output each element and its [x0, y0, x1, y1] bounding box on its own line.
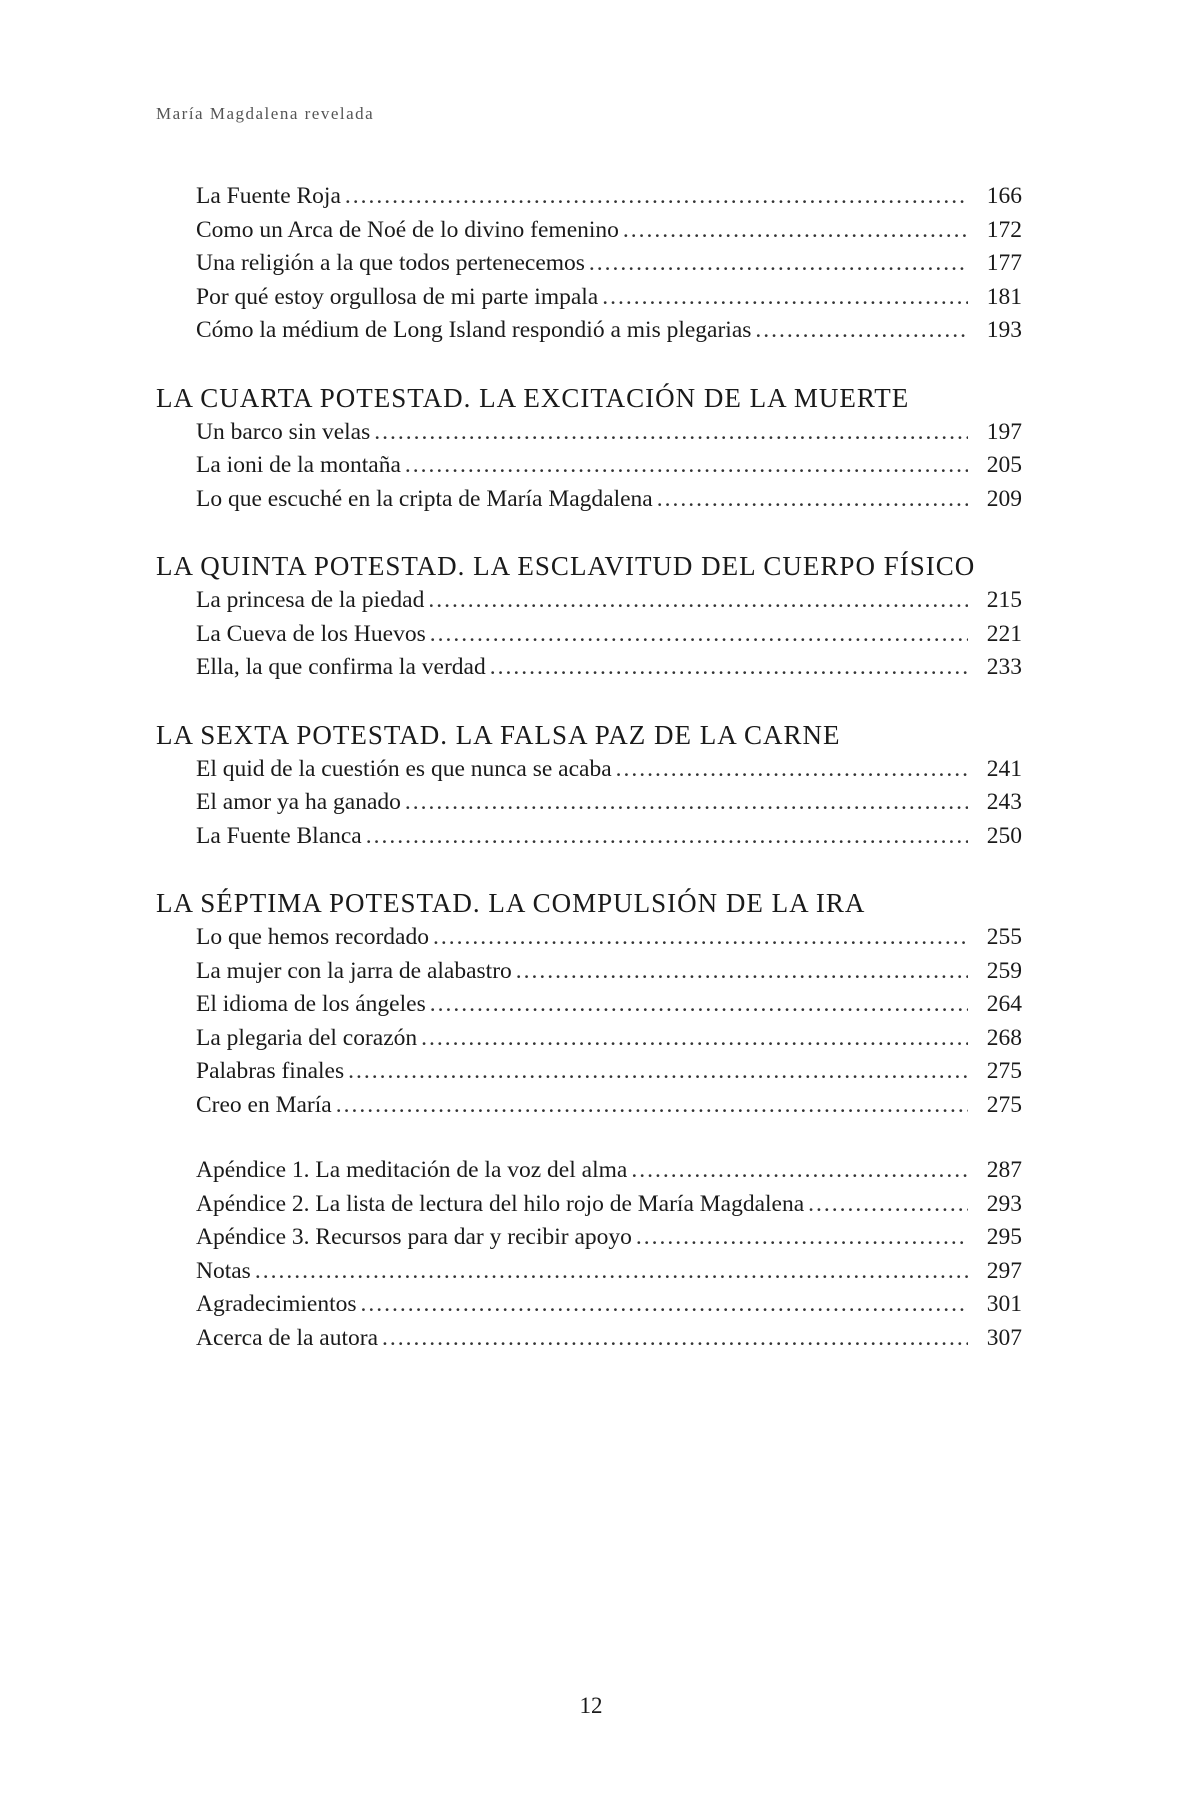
toc-entry [156, 651, 1022, 685]
dot-leader [433, 921, 968, 955]
entry-title: Un barco sin velas [196, 418, 371, 445]
entry-page: 275 [986, 1058, 1022, 1084]
dot-leader [405, 449, 968, 483]
entry-page: 301 [986, 1291, 1022, 1317]
entry-page: 193 [986, 317, 1022, 343]
entry-page: 293 [986, 1190, 1022, 1217]
toc-section [156, 380, 1022, 517]
entry-title: Apéndice 2. La lista de lectura del hilo rojo de María Magdalena [196, 1190, 805, 1217]
toc-entry [156, 1188, 1022, 1222]
toc-entry [156, 1089, 1022, 1123]
entry-title: El amor ya ha ganado [196, 789, 401, 815]
dot-leader [366, 820, 968, 854]
dot-leader [490, 651, 968, 685]
dot-leader [348, 1055, 968, 1089]
entry-page: 215 [986, 587, 1022, 613]
toc-section [156, 717, 1022, 854]
entry-title: Como un Arca de Noé de lo divino femenino [196, 216, 619, 243]
dot-leader [430, 988, 968, 1022]
entry-page: 268 [986, 1024, 1022, 1051]
entry-title: La Cueva de los Huevos [196, 620, 426, 647]
section-title: LA QUINTA POTESTAD. LA ESCLAVITUD DEL CUERPO FÍSICO [156, 551, 976, 581]
entry-page: 166 [986, 183, 1022, 209]
dot-leader [374, 416, 968, 450]
entry-page: 243 [986, 789, 1022, 815]
entry-title: Lo que escuché en la cripta de María Magdalena [196, 485, 653, 512]
entry-title: Agradecimientos [196, 1291, 357, 1317]
dot-leader [623, 214, 968, 248]
dot-leader [636, 1221, 968, 1255]
entry-title: Ella, la que confirma la verdad [196, 654, 486, 680]
entry-page: 250 [986, 822, 1022, 849]
toc-section [156, 885, 1022, 1122]
entry-page: 172 [986, 216, 1022, 243]
dot-leader [421, 1022, 968, 1056]
toc-entry [156, 988, 1022, 1022]
toc-section [156, 180, 1022, 348]
toc-entry [156, 449, 1022, 483]
entry-title: La plegaria del corazón [196, 1024, 418, 1051]
entry-page: 264 [986, 991, 1022, 1017]
dot-leader [602, 281, 968, 315]
entry-page: 209 [986, 485, 1022, 512]
toc-entry [156, 618, 1022, 652]
dot-leader [428, 584, 968, 618]
entry-title: Por qué estoy orgullosa de mi parte impala [196, 283, 599, 310]
toc-entry [156, 214, 1022, 248]
toc-entry [156, 1322, 1022, 1356]
toc-section [156, 1154, 1022, 1355]
entry-page: 197 [986, 418, 1022, 445]
toc-entry [156, 584, 1022, 618]
toc-entry [156, 483, 1022, 517]
toc-entry [156, 247, 1022, 281]
toc-entry [156, 1288, 1022, 1322]
dot-leader [430, 618, 968, 652]
entry-page: 205 [986, 452, 1022, 478]
toc-entry [156, 1022, 1022, 1056]
entry-title: Lo que hemos recordado [196, 924, 429, 950]
dot-leader [589, 247, 968, 281]
section-title: LA SEXTA POTESTAD. LA FALSA PAZ DE LA CARNE [156, 719, 841, 750]
running-head: María Magdalena revelada [156, 104, 375, 123]
entry-title: Acerca de la autora [196, 1324, 378, 1351]
toc-entry [156, 955, 1022, 989]
toc-section [156, 548, 1022, 685]
toc-entry [156, 416, 1022, 450]
entry-page: 307 [986, 1324, 1022, 1351]
dot-leader [255, 1255, 968, 1289]
toc-entry [156, 1255, 1022, 1289]
entry-page: 221 [986, 620, 1022, 647]
dot-leader [336, 1089, 968, 1123]
entry-title: Creo en María [196, 1091, 332, 1118]
entry-page: 255 [986, 924, 1022, 950]
toc-entry [156, 753, 1022, 787]
dot-leader [631, 1154, 968, 1188]
dot-leader [405, 786, 968, 820]
entry-title: El quid de la cuestión es que nunca se acaba [196, 755, 612, 782]
entry-title: La ioni de la montaña [196, 452, 401, 478]
dot-leader [361, 1288, 968, 1322]
entry-page: 275 [986, 1091, 1022, 1118]
toc-entry [156, 786, 1022, 820]
dot-leader [516, 955, 968, 989]
toc-entry [156, 820, 1022, 854]
dot-leader [755, 314, 968, 348]
dot-leader [808, 1188, 968, 1222]
page-number: 12 [579, 1693, 603, 1718]
toc-entry [156, 1154, 1022, 1188]
entry-title: Una religión a la que todos pertenecemos [196, 250, 585, 276]
entry-title: La mujer con la jarra de alabastro [196, 957, 512, 984]
table-of-contents [156, 180, 1022, 1387]
entry-page: 233 [986, 654, 1022, 680]
toc-entry [156, 314, 1022, 348]
entry-page: 259 [986, 957, 1022, 984]
toc-entry [156, 180, 1022, 214]
toc-entry [156, 281, 1022, 315]
entry-title: La Fuente Roja [196, 183, 341, 209]
entry-title: El idioma de los ángeles [196, 991, 426, 1017]
toc-entry [156, 1055, 1022, 1089]
entry-page: 295 [986, 1224, 1022, 1250]
entry-title: La Fuente Blanca [196, 822, 362, 849]
section-title: LA SÉPTIMA POTESTAD. LA COMPULSIÓN DE LA IRA [156, 888, 866, 918]
entry-title: Apéndice 1. La meditación de la voz del alma [196, 1157, 628, 1183]
entry-title: Notas [196, 1257, 251, 1284]
dot-leader [616, 753, 968, 787]
entry-title: La princesa de la piedad [196, 587, 425, 613]
entry-page: 177 [986, 250, 1022, 276]
entry-title: Apéndice 3. Recursos para dar y recibir apoyo [196, 1224, 632, 1250]
dot-leader [657, 483, 968, 517]
entry-page: 297 [986, 1257, 1022, 1284]
toc-entry [156, 921, 1022, 955]
entry-page: 181 [986, 283, 1022, 310]
entry-page: 241 [986, 755, 1022, 782]
dot-leader [382, 1322, 968, 1356]
entry-page: 287 [986, 1157, 1022, 1183]
entry-title: Palabras finales [196, 1058, 345, 1084]
toc-entry [156, 1221, 1022, 1255]
dot-leader [345, 180, 968, 214]
entry-title: Cómo la médium de Long Island respondió a mis plegarias [196, 317, 752, 343]
section-title: LA CUARTA POTESTAD. LA EXCITACIÓN DE LA MUERTE [156, 382, 910, 413]
